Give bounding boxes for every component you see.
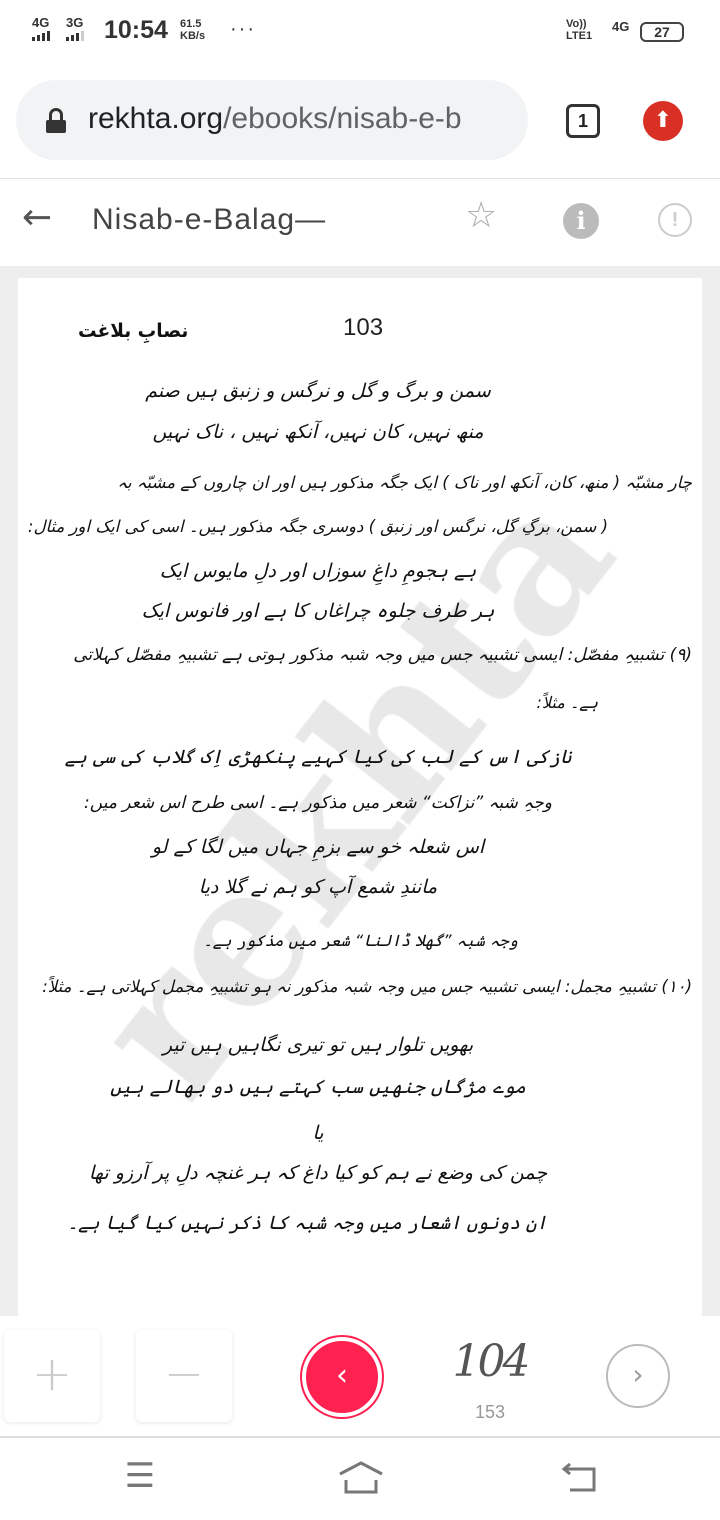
tab-switcher-button[interactable]: 1 xyxy=(566,104,600,138)
running-title: نصابِ بلاغت xyxy=(77,320,188,342)
text-line: سمن و برگ و گل و نرگس و زنبق ہیں صنم xyxy=(145,380,491,402)
lock-icon xyxy=(46,108,66,130)
feedback-icon[interactable]: ! xyxy=(658,203,692,237)
system-nav-bar xyxy=(0,1438,720,1520)
text-line: بھویں تلوار ہیں تو تیری نگاہیں ہیں تیر xyxy=(162,1034,474,1056)
book-viewer[interactable] xyxy=(0,266,720,1316)
menu-icon[interactable]: ☰ xyxy=(124,1456,156,1496)
home-icon[interactable] xyxy=(331,1460,391,1504)
signal-4g: 4G xyxy=(32,16,50,41)
page-number: 103 xyxy=(343,314,384,341)
text-line: وجہِ شبہ ”نزاکت“ شعر میں مذکور ہے۔ اسی طرح اس شعر میں: xyxy=(84,793,552,813)
star-icon[interactable]: ☆ xyxy=(465,195,498,236)
signal-4g-data: 4G xyxy=(612,19,630,34)
text-line: اس شعلہ خو سے بزمِ جہاں میں لگا کے لو xyxy=(151,836,485,858)
text-line: چمن کی وضع نے ہم کو کیا داغ کہ ہر غنچہ دلِ پر آرزو تھا xyxy=(88,1162,548,1184)
total-pages: 153 xyxy=(474,1402,506,1422)
reader-toolbar xyxy=(0,1316,720,1438)
book-title: Nisab-e-Balag— xyxy=(92,203,327,236)
signal-bars-icon xyxy=(32,31,50,41)
section-heading-9: (۹) تشبیہِ مفصّل: ایسی تشبیہ جس میں وجہ شبہ مذکور ہوتی ہے تشبیہِ مفصّل کہلاتی xyxy=(73,645,692,665)
text-line: ہے ہجومِ داغِ سوزاں اور دلِ مایوس ایک xyxy=(159,560,477,582)
text-line: ہے۔ مثلاً: xyxy=(536,693,598,712)
text-line: منھ نہیں، کان نہیں، آنکھ نہیں ، ناک نہیں xyxy=(152,421,484,443)
volte-indicator: Vo)) LTE1 xyxy=(566,18,593,42)
section-heading-10: (۱۰) تشبیہِ مجمل: ایسی تشبیہ جس میں وجہ شبہ مذکور نہ ہو تشبیہِ مجمل کہلاتی ہے۔ مثلاً: xyxy=(42,977,692,996)
text-line: ( سمن، برگِ گل، نرگس اور زنبق ) دوسری جگہ مذکور ہیں۔ اسی کی ایک اور مثال: xyxy=(27,517,608,536)
more-notifications-icon: ··· xyxy=(230,18,256,40)
signal-3g: 3G xyxy=(66,16,84,41)
text-line: ان دونوں اشعار میں وجہ شبہ کا ذکر نہیں کیا گیا ہے۔ xyxy=(67,1212,548,1234)
text-line: نازکی اس کے لب کی کیا کہیے پنکھڑی اِک گلاب کی سی ہے xyxy=(64,746,572,768)
zoom-out-button[interactable]: − xyxy=(136,1330,232,1422)
info-icon[interactable]: i xyxy=(563,203,599,239)
app-header xyxy=(0,178,720,266)
signal-bars-icon xyxy=(66,31,84,41)
upload-icon[interactable]: ⬆ xyxy=(643,101,683,141)
net-speed: 61.5 KB/s xyxy=(180,18,206,42)
text-line: مانندِ شمع آپ کو ہم نے گلا دیا xyxy=(198,876,438,898)
status-bar xyxy=(0,0,720,60)
book-page xyxy=(18,278,702,1318)
text-line: وجہ شبہ ”گھلا ڈالنا“ شعر میں مذکور ہے۔ xyxy=(203,931,518,950)
back-arrow-icon[interactable]: ← xyxy=(22,197,53,238)
clock: 10:54 xyxy=(104,16,168,44)
next-page-button[interactable]: › xyxy=(606,1344,670,1408)
text-line: ہر طرف جلوہ چراغاں کا ہے اور فانوس ایک xyxy=(141,600,495,622)
zoom-in-button[interactable]: + xyxy=(4,1330,100,1422)
back-nav-icon[interactable] xyxy=(550,1462,610,1506)
address-bar[interactable] xyxy=(16,80,528,160)
text-line: چار مشبّہ ( منھ، کان، آنکھ اور ناک ) ایک جگہ مذکور ہیں اور ان چاروں کے مشبّہ بہ xyxy=(117,473,692,492)
url-text[interactable]: rekhta.org/ebooks/nisab-e-b xyxy=(88,102,462,135)
previous-page-button[interactable]: ‹ xyxy=(302,1337,382,1417)
text-line: موے مژگاں جنھیں سب کہتے ہیں دو بھالے ہیں xyxy=(110,1076,526,1098)
text-line: یا xyxy=(312,1122,324,1144)
battery-icon: 27 xyxy=(640,22,684,42)
current-page: 104 xyxy=(452,1336,528,1387)
